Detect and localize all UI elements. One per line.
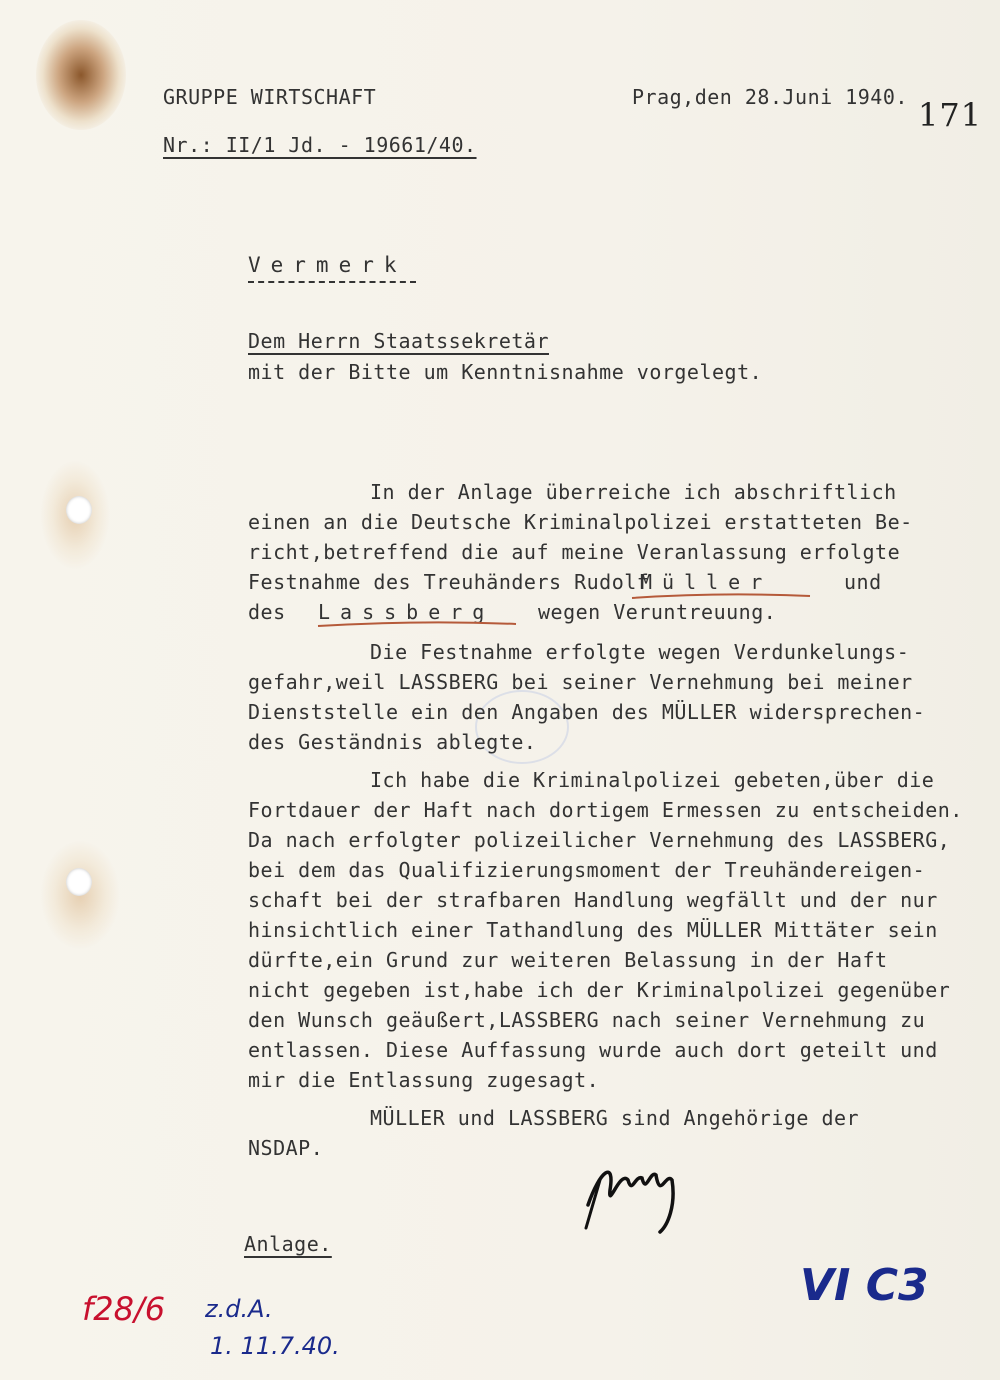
body-line: In der Anlage überreiche ich abschriftlich (370, 480, 897, 504)
reference-number: Nr.: II/1 Jd. - 19661/40. (163, 133, 477, 157)
red-pencil-note: f28/6 (82, 1290, 166, 1328)
handwritten-signature (580, 1150, 690, 1240)
body-line: des (248, 600, 286, 624)
document-title: Vermerk (248, 253, 407, 277)
body-line: Festnahme des Treuhänders Rudolf (248, 570, 650, 594)
body-line: und (844, 570, 882, 594)
body-line: den Wunsch geäußert,LASSBERG nach seiner Vernehmung zu (248, 1008, 926, 1032)
recipient-line: Dem Herrn Staatssekretär (248, 329, 549, 353)
body-line: Fortdauer der Haft nach dortigem Ermessen zu entscheiden. (248, 798, 963, 822)
body-line: schaft bei der strafbaren Handlung wegfällt und der nur (248, 888, 938, 912)
body-line: hinsichtlich einer Tathandlung des MÜLLER Mittäter sein (248, 918, 938, 942)
body-line: einen an die Deutsche Kriminalpolizei erstatteten Be- (248, 510, 913, 534)
body-line: des Geständnis ablegte. (248, 730, 537, 754)
blue-ink-note-date: 1. 11.7.40. (210, 1332, 340, 1360)
body-line: NSDAP. (248, 1136, 324, 1160)
body-line: entlassen. Diese Auffassung wurde auch dort geteilt und (248, 1038, 938, 1062)
body-line: dürfte,ein Grund zur weiteren Belassung in der Haft (248, 948, 888, 972)
body-line: richt,betreffend die auf meine Veranlassung erfolgte (248, 540, 901, 564)
request-line: mit der Bitte um Kenntnisnahme vorgelegt. (248, 360, 763, 384)
place-date: Prag,den 28.Juni 1940. (632, 85, 908, 109)
body-line: Dienststelle ein den Angaben des MÜLLER widersprechen- (248, 700, 926, 724)
folio-number: 171 (918, 96, 983, 134)
blue-ink-note-filing: z.d.A. (205, 1295, 273, 1323)
name-lassberg: Lassberg (318, 600, 495, 624)
body-line: wegen Veruntreuung. (538, 600, 777, 624)
attachment-label: Anlage. (244, 1232, 332, 1256)
body-line: MÜLLER und LASSBERG sind Angehörige der (370, 1106, 860, 1130)
body-line: gefahr,weil LASSBERG bei seiner Vernehmung bei meiner (248, 670, 913, 694)
body-line: Die Festnahme erfolgte wegen Verdunkelungs- (370, 640, 910, 664)
blue-ink-code: VI C3 (800, 1260, 929, 1311)
name-mueller: Müller (640, 570, 773, 594)
body-line: Da nach erfolgter polizeilicher Vernehmung des LASSBERG, (248, 828, 951, 852)
body-line: mir die Entlassung zugesagt. (248, 1068, 600, 1092)
body-line: nicht gegeben ist,habe ich der Kriminalpolizei gegenüber (248, 978, 951, 1002)
body-line: bei dem das Qualifizierungsmoment der Treuhändereigen- (248, 858, 926, 882)
department-name: GRUPPE WIRTSCHAFT (163, 85, 377, 109)
body-line: Ich habe die Kriminalpolizei gebeten,über die (370, 768, 935, 792)
